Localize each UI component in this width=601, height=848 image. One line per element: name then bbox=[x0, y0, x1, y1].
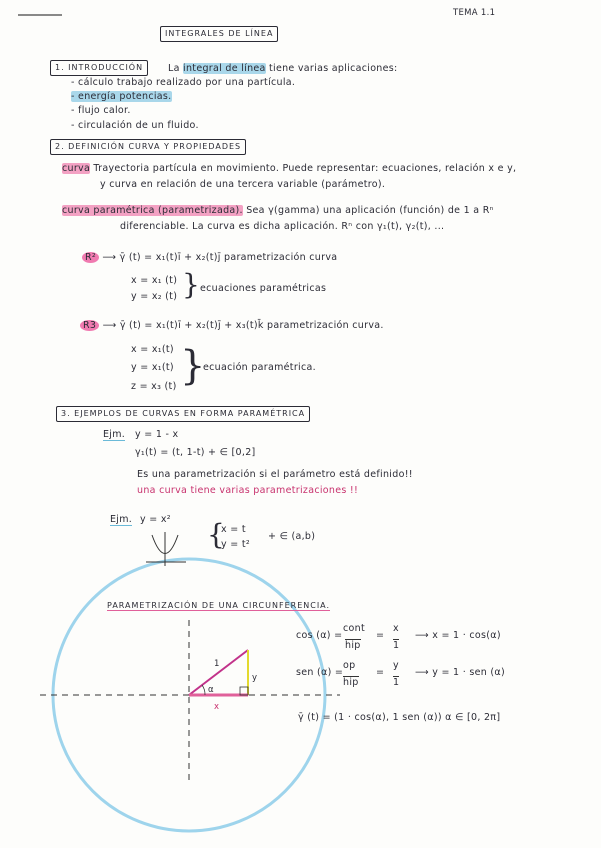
hyp-label: 1 bbox=[214, 659, 220, 669]
sen-eq: = bbox=[376, 667, 385, 678]
section-4-heading: PARAMETRIZACIÓN DE UNA CIRCUNFERENCIA. bbox=[107, 601, 331, 610]
sen-den2: 1 bbox=[393, 677, 400, 688]
sen-den: hip bbox=[343, 677, 359, 688]
sen-num2: y bbox=[393, 660, 399, 671]
param-definition: curva paramétrica (parametrizada). Sea γ(gamma) una aplicación (función) de 1 a Rⁿ bbox=[62, 205, 494, 216]
r2-y-eq: y = x₂ (t) bbox=[131, 291, 178, 302]
param-definition-2: diferenciable. La curva es dicha aplicación. Rⁿ con γ₁(t), γ₂(t), ... bbox=[120, 221, 445, 232]
circle-parametrization: γ̄ (t) = (1 · cos(α), 1 sen (α)) α ∈ [0, 2π] bbox=[298, 712, 501, 723]
page-reference: TEMA 1.1 bbox=[453, 8, 496, 18]
cos-result: ⟶ x = 1 · cos(α) bbox=[415, 630, 501, 641]
y-side-label: y bbox=[252, 673, 258, 683]
example-2-label: Ejm. bbox=[110, 514, 133, 525]
sen-num: op bbox=[343, 660, 356, 671]
cos-den2: 1 bbox=[393, 640, 400, 651]
list-item-1: - cálculo trabajo realizado por una partícula. bbox=[71, 77, 296, 88]
curva-definition-2: y curva en relación de una tercera variable (parámetro). bbox=[100, 179, 386, 190]
list-item-4: - circulación de un fluido. bbox=[71, 120, 199, 131]
sen-result: ⟶ y = 1 · sen (α) bbox=[415, 667, 505, 678]
curva-definition: curva Trayectoria partícula en movimiento. Puede representar: ecuaciones, relación x e y, bbox=[62, 163, 517, 174]
r2-description: ecuaciones paramétricas bbox=[200, 283, 327, 294]
cos-eq: = bbox=[376, 630, 385, 641]
r3-y-eq: y = x₁(t) bbox=[131, 362, 174, 373]
example-2-x: x = t bbox=[221, 524, 246, 535]
radius-line bbox=[189, 650, 248, 695]
section-1-heading: 1. INTRODUCCIÓN bbox=[50, 60, 148, 76]
cos-lhs: cos (α) = bbox=[296, 630, 343, 641]
r2-x-eq: x = x₁ (t) bbox=[131, 275, 178, 286]
list-item-3: - flujo calor. bbox=[71, 105, 131, 116]
example-2-range: + ∈ (a,b) bbox=[268, 531, 316, 542]
r3-description: ecuación paramétrica. bbox=[203, 362, 316, 373]
example-2-eq: y = x² bbox=[140, 514, 171, 525]
example-1-note-1: Es una parametrización si el parámetro está definido!! bbox=[137, 469, 413, 480]
r3-brace: } bbox=[180, 343, 206, 389]
example-1-label: Ejm. bbox=[103, 429, 126, 440]
section-3-heading: 3. EJEMPLOS DE CURVAS EN FORMA PARAMÉTRICA bbox=[56, 406, 310, 422]
example-1-param: γ₁(t) = (t, 1-t) + ∈ [0,2] bbox=[135, 447, 256, 458]
r3-x-eq: x = x₁(t) bbox=[131, 344, 174, 355]
section-2-heading: 2. DEFINICIÓN CURVA Y PROPIEDADES bbox=[50, 139, 246, 155]
example-1-eq: y = 1 - x bbox=[135, 429, 179, 440]
example-1-note-2: una curva tiene varias parametrizaciones !! bbox=[137, 485, 359, 496]
r2-row: R² ⟶ γ̄ (t) = x₁(t)ī + x₂(t)j̄ parametrización curva bbox=[82, 252, 337, 264]
cos-den: hip bbox=[345, 640, 361, 651]
page-title: INTEGRALES DE LÍNEA bbox=[160, 26, 278, 42]
intro-text: La integral de línea tiene varias aplicaciones: bbox=[168, 63, 398, 74]
r2-brace: } bbox=[182, 268, 200, 301]
sen-lhs: sen (α) = bbox=[296, 667, 344, 678]
example-2-y: y = t² bbox=[221, 539, 250, 550]
cos-num2: x bbox=[393, 623, 399, 634]
alpha-label: α bbox=[208, 685, 214, 695]
r3-z-eq: z = x₃ (t) bbox=[131, 381, 177, 392]
x-side-label: x bbox=[214, 702, 220, 712]
example-2-brace: { bbox=[207, 518, 225, 551]
r3-row: R3 ⟶ γ̄ (t) = x₁(t)ī + x₂(t)j̄ + x₃(t)k̄ parametrización curva. bbox=[80, 320, 384, 332]
list-item-2: - energía potencias. bbox=[71, 91, 172, 102]
cos-num: cont bbox=[343, 623, 365, 634]
